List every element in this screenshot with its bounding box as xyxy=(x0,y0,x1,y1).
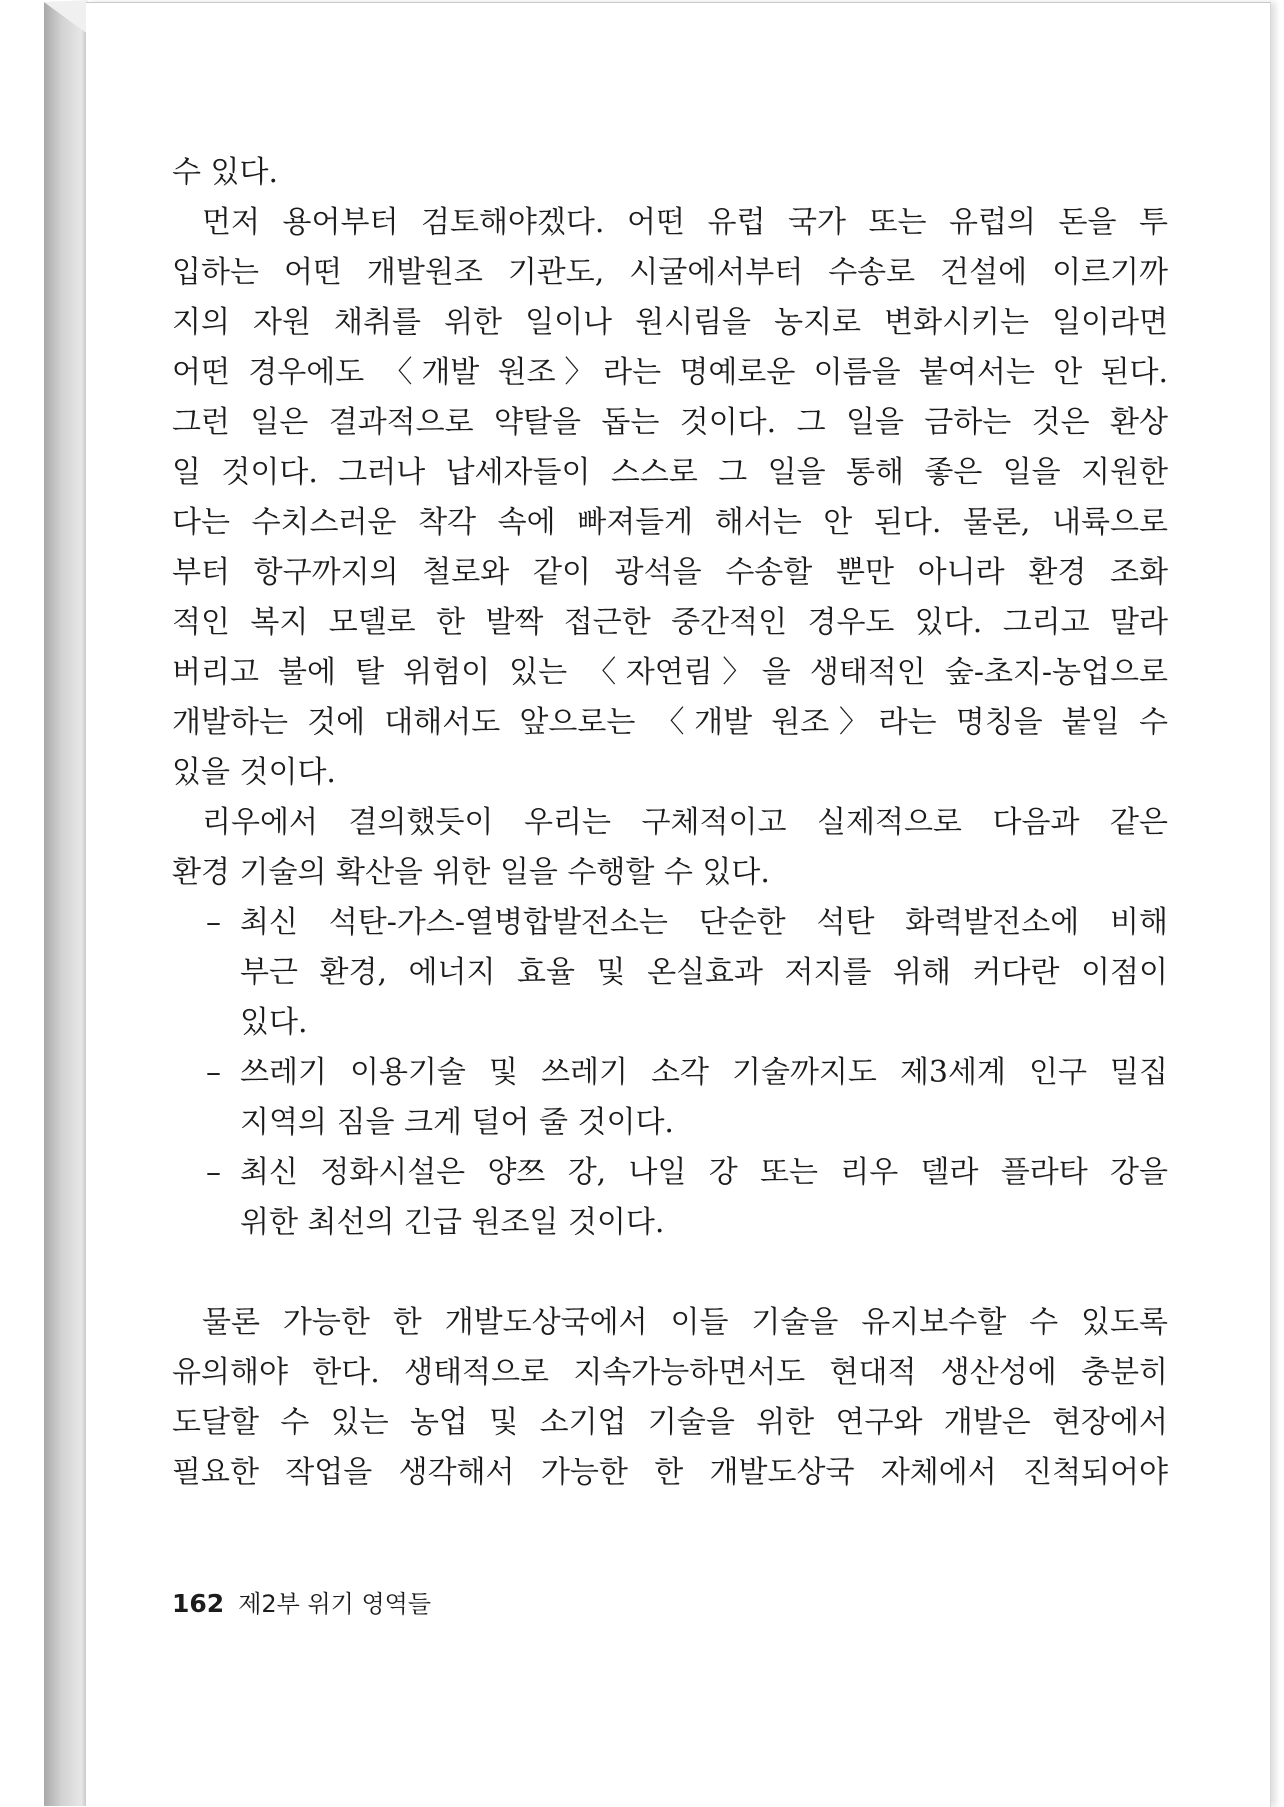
text-line: 유의해야 한다. 생태적으로 지속가능하면서도 현대적 생산성에 충분히 xyxy=(172,1355,1168,1390)
list-item-text: 쓰레기 이용기술 및 쓰레기 소각 기술까지도 제3세계 인구 밀집 xyxy=(240,1055,1168,1090)
text-line: 있을 것이다. xyxy=(172,755,336,790)
dash-bullet: – xyxy=(206,1055,221,1090)
text-line: 물론 가능한 한 개발도상국에서 이들 기술을 유지보수할 수 있도록 xyxy=(202,1305,1168,1340)
text-line: 입하는 어떤 개발원조 기관도, 시굴에서부터 수송로 건설에 이르기까 xyxy=(172,255,1168,290)
text-line: 그런 일은 결과적으로 약탈을 돕는 것이다. 그 일을 금하는 것은 환상 xyxy=(172,405,1168,440)
page-footer xyxy=(172,1584,431,1619)
text-line: 일 것이다. 그러나 납세자들이 스스로 그 일을 통해 좋은 일을 지원한 xyxy=(172,455,1168,490)
list-item xyxy=(172,1048,1168,1098)
list-item xyxy=(172,898,1168,948)
paragraph-gap xyxy=(172,1248,1168,1298)
text-line: 어떤 경우에도 〈개발 원조〉라는 명예로운 이름을 붙여서는 안 된다. xyxy=(172,355,1168,390)
text-line: 다는 수치스러운 착각 속에 빠져들게 해서는 안 된다. 물론, 내륙으로 xyxy=(172,505,1168,540)
text-line: 먼저 용어부터 검토해야겠다. 어떤 유럽 국가 또는 유럽의 돈을 투 xyxy=(202,205,1168,240)
text-line: 환경 기술의 확산을 위한 일을 수행할 수 있다. xyxy=(172,855,770,890)
dash-bullet: – xyxy=(206,905,221,940)
page-number: 162 xyxy=(172,1589,225,1618)
list-item xyxy=(172,1148,1168,1198)
dash-bullet: – xyxy=(206,1155,221,1190)
text-line: 개발하는 것에 대해서도 앞으로는 〈개발 원조〉라는 명칭을 붙일 수 xyxy=(172,705,1168,740)
section-title: 제2부 위기 영역들 xyxy=(238,1590,432,1618)
text-line: 위한 최선의 긴급 원조일 것이다. xyxy=(240,1205,665,1240)
text-line: 도달할 수 있는 농업 및 소기업 기술을 위한 연구와 개발은 현장에서 xyxy=(172,1405,1168,1440)
text-line: 지역의 짐을 크게 덜어 줄 것이다. xyxy=(240,1105,674,1140)
list-item-text: 최신 석탄-가스-열병합발전소는 단순한 석탄 화력발전소에 비해 xyxy=(240,905,1168,940)
text-line: 적인 복지 모델로 한 발짝 접근한 중간적인 경우도 있다. 그리고 말라 xyxy=(172,605,1168,640)
text-line: 있다. xyxy=(240,1005,308,1040)
book-spine xyxy=(44,0,88,1806)
text-line: 부근 환경, 에너지 효율 및 온실효과 저지를 위해 커다란 이점이 xyxy=(240,955,1168,990)
text-line: 필요한 작업을 생각해서 가능한 한 개발도상국 자체에서 진척되어야 xyxy=(172,1455,1168,1490)
text-line: 리우에서 결의했듯이 우리는 구체적이고 실제적으로 다음과 같은 xyxy=(202,805,1168,840)
text-line: 지의 자원 채취를 위한 일이나 원시림을 농지로 변화시키는 일이라면 xyxy=(172,305,1168,340)
text-line: 수 있다. xyxy=(172,155,279,190)
body-text xyxy=(172,148,1168,1498)
text-line: 버리고 불에 탈 위험이 있는 〈자연림〉을 생태적인 숲-초지-농업으로 xyxy=(172,655,1168,690)
text-line: 부터 항구까지의 철로와 같이 광석을 수송할 뿐만 아니라 환경 조화 xyxy=(172,555,1168,590)
list-item-text: 최신 정화시설은 양쯔 강, 나일 강 또는 리우 델라 플라타 강을 xyxy=(240,1155,1168,1190)
